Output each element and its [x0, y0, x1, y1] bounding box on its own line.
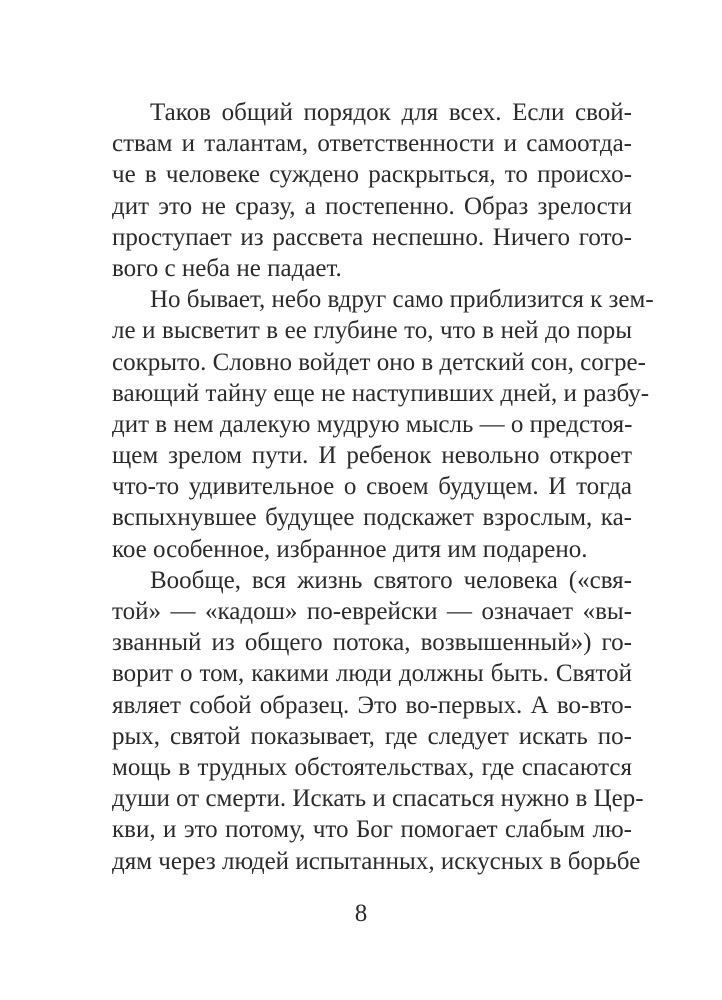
text-line: рых, святой показывает, где следует искать по-: [112, 722, 632, 750]
text-line: Вообще, вся жизнь святого человека («свя-: [150, 566, 632, 594]
text-line: щем зрелом пути. И ребенок невольно откроет: [112, 442, 632, 470]
text-line: званный из общего потока, возвышенный») го-: [112, 629, 632, 657]
text-line: сокрыто. Словно войдет оно в детский сон, согре-: [112, 348, 646, 376]
paragraph: [112, 97, 632, 284]
text-line: души от смерти. Искать и спасаться нужно в Цер-: [112, 785, 644, 813]
text-line: Но бывает, небо вдруг само приблизится к зем-: [150, 286, 654, 314]
page-body: [112, 97, 654, 877]
text-line: Таков общий порядок для всех. Если свой-: [150, 99, 632, 126]
text-line: дит это не сразу, а постепенно. Образ зрелости: [112, 192, 632, 220]
text-line: вого с неба не падает.: [112, 254, 342, 282]
text-line: являет собой образец. Это во-первых. А во-вто-: [112, 691, 632, 719]
text-line: дит в нем далекую мудрую мысль — о предстоя-: [112, 410, 633, 438]
text-line: кое особенное, избранное дитя им подарено.: [112, 535, 588, 563]
text-line: дям через людей испытанных, искусных в борьбе: [112, 847, 641, 875]
text-line: мощь в трудных обстоятельствах, где спасаются: [112, 753, 632, 781]
text-line: ворит о том, какими люди должны быть. Святой: [112, 660, 632, 688]
text-line: что-то удивительное о своем будущем. И тогда: [112, 473, 632, 501]
text-line: кви, и это потому, что Бог помогает слабым лю-: [112, 816, 632, 844]
text-line: ствам и талантам, ответственности и самоотда-: [112, 130, 632, 158]
text-line: че в человеке суждено раскрыться, то происхо-: [112, 161, 632, 189]
text-line: той» — «кадош» по-еврейски — означает «вы-: [112, 598, 632, 625]
text-line: вспыхнувшее будущее подскажет взрослым, ка-: [112, 504, 632, 532]
paragraph: [112, 565, 644, 877]
text-line: ле и высветит в ее глубине то, что в ней до поры: [112, 317, 632, 345]
paragraph: [112, 284, 654, 565]
page-number: 8: [354, 900, 368, 927]
text-line: проступает из рассвета неспешно. Ничего гото-: [112, 223, 632, 251]
text-line: вающий тайну еще не наступивших дней, и разбу-: [112, 379, 650, 407]
